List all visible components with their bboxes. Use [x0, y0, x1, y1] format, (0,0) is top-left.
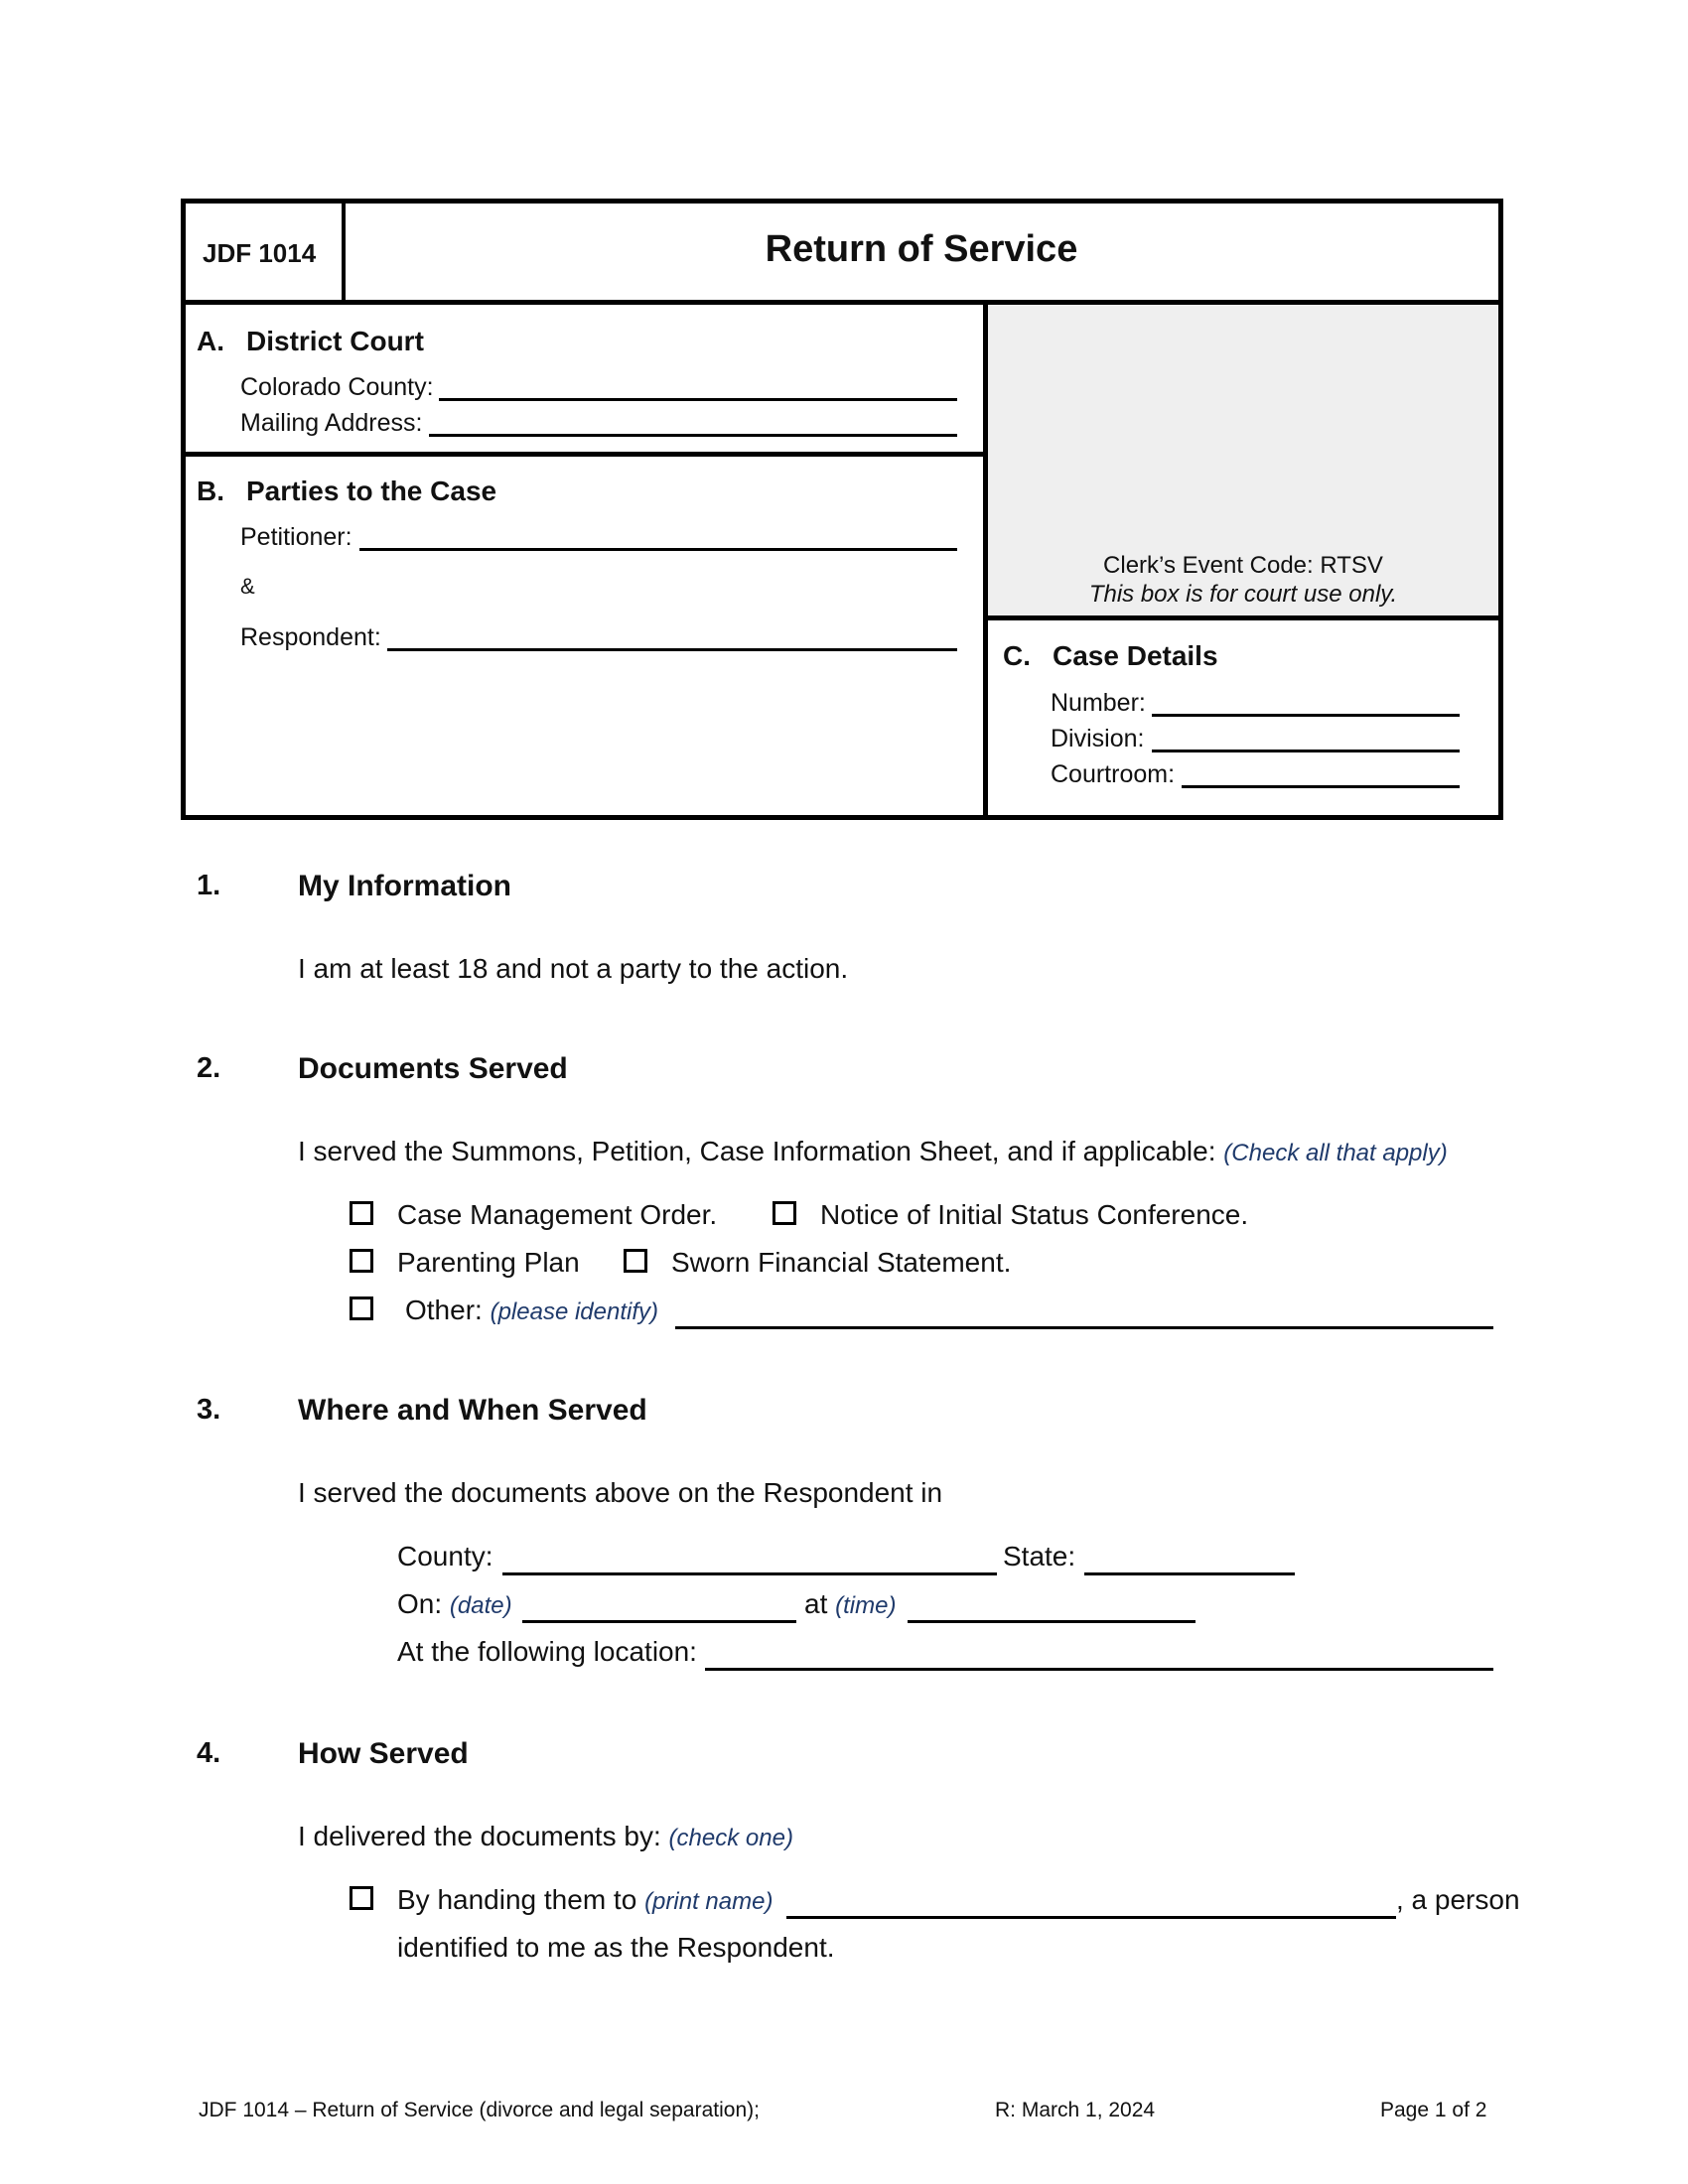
footer-page-number: Page 1 of 2 — [1380, 2099, 1487, 2121]
served-time-label — [804, 1588, 896, 1620]
case-number-label: Number: — [1051, 689, 1146, 717]
courtroom-label: Courtroom: — [1051, 760, 1176, 788]
parenting-plan-checkbox[interactable] — [350, 1249, 373, 1273]
served-time-field[interactable] — [908, 1592, 1196, 1623]
other-document-checkbox[interactable] — [350, 1297, 373, 1320]
section-b-letter: B. — [197, 476, 224, 506]
hand-delivery-text: By handing them to — [397, 1884, 637, 1915]
sworn-financial-statement-label: Sworn Financial Statement. — [671, 1247, 1012, 1278]
section-2-intro — [298, 1136, 1448, 1167]
location-field[interactable] — [705, 1640, 1493, 1671]
footer-form-name: JDF 1014 – Return of Service (divorce and legal separation); — [199, 2099, 760, 2121]
served-date-label — [397, 1588, 512, 1620]
section-c-letter: C. — [1003, 640, 1031, 671]
mailing-address-field[interactable] — [429, 406, 957, 437]
section-3-number: 3. — [197, 1394, 221, 1426]
hand-delivery-suffix: , a person — [1396, 1884, 1520, 1915]
section-2-intro-text: I served the Summons, Petition, Case Information Sheet, and if applicable: — [298, 1136, 1216, 1166]
section-4-intro — [298, 1821, 793, 1852]
hand-delivery-checkbox[interactable] — [350, 1886, 373, 1910]
respondent-label: Respondent: — [240, 623, 381, 651]
served-state-field[interactable] — [1084, 1545, 1295, 1575]
print-name-hint: (print name) — [644, 1888, 774, 1915]
case-management-order-label: Case Management Order. — [397, 1199, 718, 1230]
division-field[interactable] — [1152, 722, 1460, 752]
section-4-number: 4. — [197, 1737, 221, 1769]
location-label: At the following location: — [397, 1636, 697, 1667]
section-2-intro-hint: (Check all that apply) — [1223, 1140, 1448, 1166]
section-2-title: Documents Served — [298, 1052, 568, 1085]
mailing-address-label: Mailing Address: — [240, 409, 423, 437]
county-label: Colorado County: — [240, 373, 434, 401]
recipient-name-field[interactable] — [786, 1886, 1396, 1919]
other-document-field[interactable] — [675, 1297, 1493, 1329]
time-hint: (time) — [835, 1592, 897, 1619]
court-use-note: This box is for court use only. — [1088, 581, 1398, 608]
at-label: at — [804, 1588, 828, 1619]
petitioner-label: Petitioner: — [240, 523, 352, 551]
other-label-text: Other: — [405, 1295, 483, 1325]
sworn-financial-statement-checkbox[interactable] — [624, 1249, 647, 1273]
section-1-number: 1. — [197, 870, 221, 901]
parenting-plan-label: Parenting Plan — [397, 1247, 580, 1278]
initial-status-conference-checkbox[interactable] — [773, 1201, 796, 1225]
county-field[interactable] — [439, 370, 957, 401]
section-4-intro-text: I delivered the documents by: — [298, 1821, 661, 1851]
served-date-field[interactable] — [522, 1592, 796, 1623]
hand-delivery-label — [397, 1884, 773, 1916]
form-id: JDF 1014 — [203, 238, 317, 268]
served-state-label: State: — [1003, 1541, 1076, 1571]
on-label: On: — [397, 1588, 443, 1619]
clerk-event-code: Clerk’s Event Code: RTSV — [1103, 552, 1383, 579]
section-3-title: Where and When Served — [298, 1394, 647, 1427]
initial-status-conference-label: Notice of Initial Status Conference. — [820, 1199, 1249, 1230]
section-a-divider — [181, 452, 985, 457]
hand-delivery-continuation: identified to me as the Respondent. — [397, 1932, 835, 1963]
case-management-order-checkbox[interactable] — [350, 1201, 373, 1225]
courtroom-field[interactable] — [1182, 757, 1460, 788]
respondent-field[interactable] — [387, 620, 957, 651]
petitioner-field[interactable] — [359, 520, 957, 551]
other-label-hint: (please identify) — [490, 1298, 659, 1325]
served-county-label: County: — [397, 1541, 493, 1571]
section-a-letter: A. — [197, 326, 224, 356]
section-c-title: Case Details — [1053, 640, 1218, 671]
clerk-box-divider — [985, 615, 1503, 620]
form-title: Return of Service — [765, 228, 1078, 270]
section-1-title: My Information — [298, 870, 511, 902]
other-document-label — [405, 1295, 658, 1326]
date-hint: (date) — [449, 1592, 512, 1619]
section-1-text: I am at least 18 and not a party to the action. — [298, 953, 849, 984]
section-b-title: Parties to the Case — [246, 476, 497, 506]
section-a-title: District Court — [246, 326, 424, 356]
section-2-number: 2. — [197, 1052, 221, 1084]
section-3-intro: I served the documents above on the Respondent in — [298, 1477, 943, 1508]
and-symbol: & — [240, 574, 255, 599]
division-label: Division: — [1051, 725, 1145, 752]
footer-revision-date: R: March 1, 2024 — [995, 2099, 1156, 2121]
served-county-field[interactable] — [502, 1545, 997, 1575]
section-4-intro-hint: (check one) — [668, 1825, 793, 1851]
case-number-field[interactable] — [1152, 686, 1460, 717]
section-4-title: How Served — [298, 1737, 469, 1770]
